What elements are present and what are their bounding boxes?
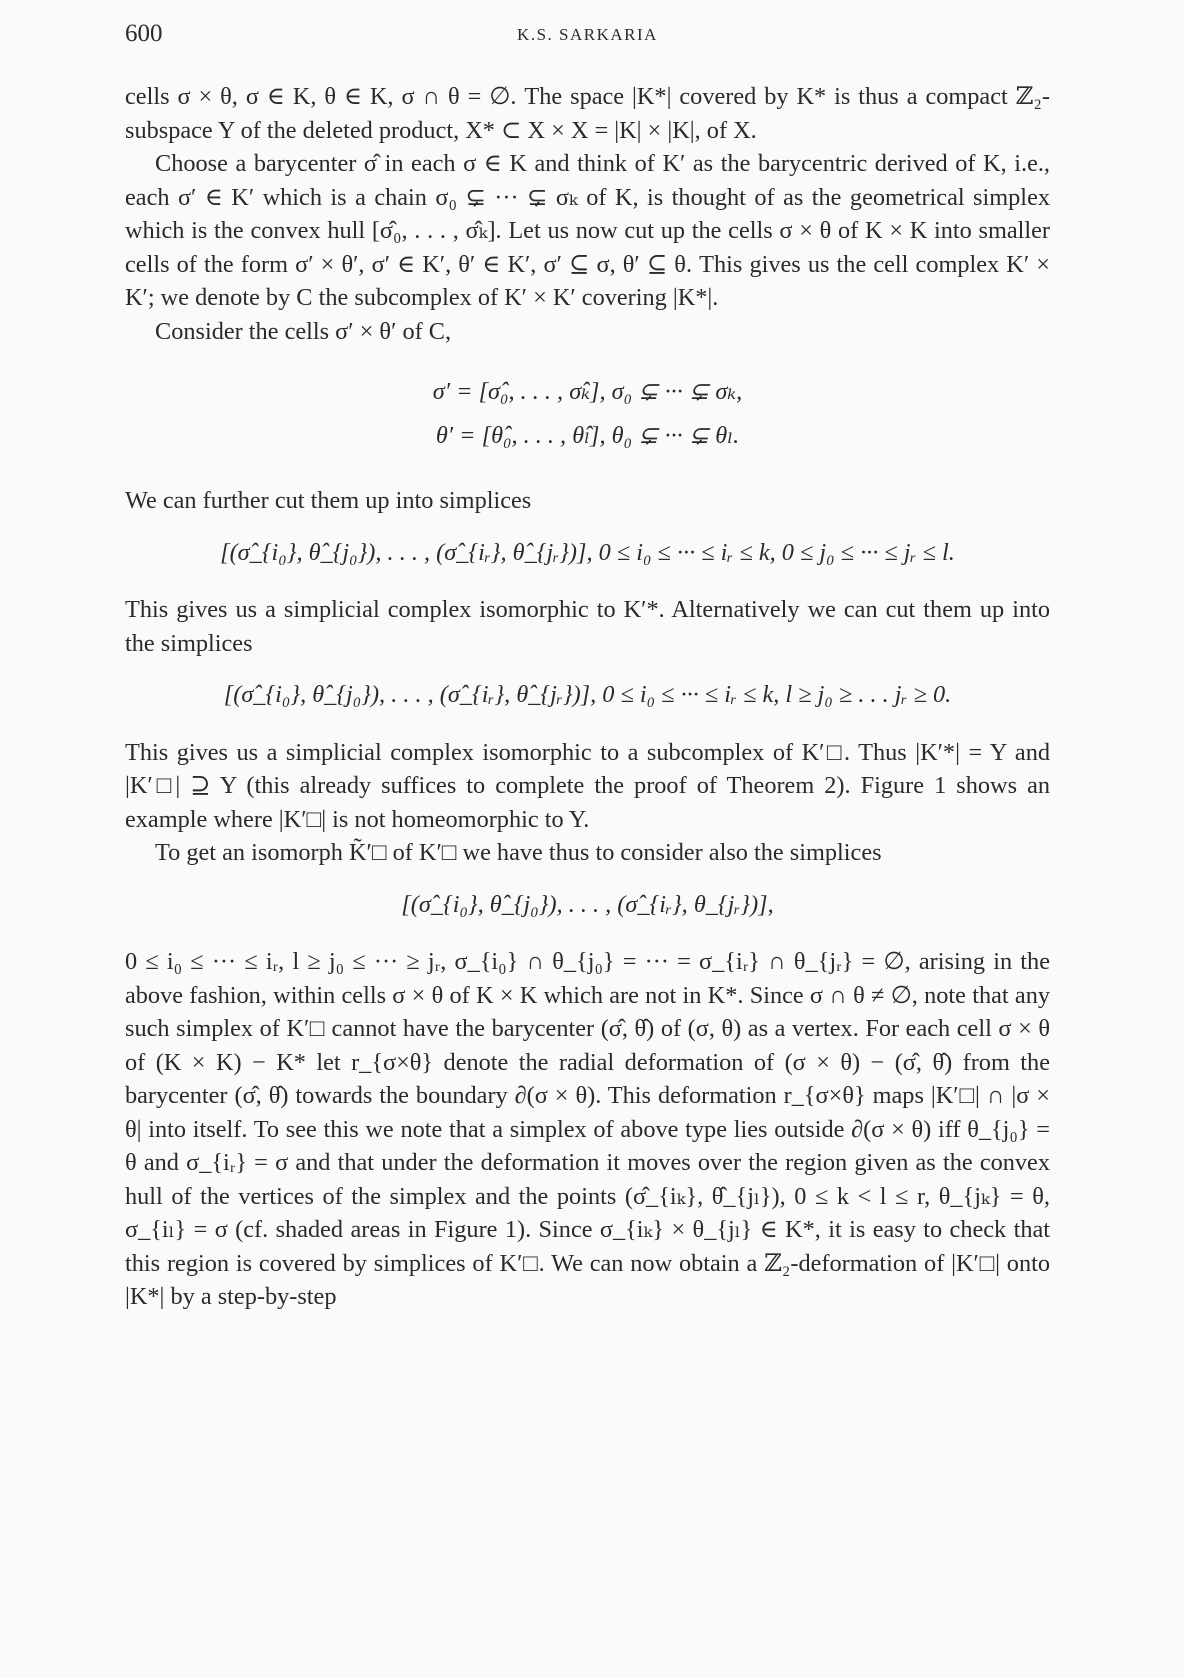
document-page [125, 0, 1050, 1678]
paragraph-3: Consider the cells σ′ × θ′ of C, [155, 317, 452, 345]
display-equation-4: [(σ̂_{i₀}, θ̂_{j₀}), . . . , (σ̂_{iᵣ}, θ_{jᵣ})], [401, 890, 774, 918]
paragraph-2: Choose a barycenter σ̂ in each σ ∈ K and think of K′ as the barycentric derived of K, i.e., each σ′ ∈ K′ which is a chain σ₀ ⊊ ··· ⊊ σₖ of K, is thought of as the geometrical simplex which is the convex hull [σ̂₀, . . . , σ̂ₖ]. Let us now cut up the cells σ × θ of K × K into smaller cells of the form σ′ × θ′, σ′ ∈ K′, θ′ ∈ K′, σ′ ⊆ σ, θ′ ⊆ θ. This gives us the cell complex K′ × K′; we denote by C the subcomplex of K′ × K′ covering |K*|. [125, 150, 1050, 311]
paragraph-7: To get an isomorph K̃′□ of K′□ we have thus to consider also the simplices [155, 839, 882, 866]
body-text [125, 80, 1050, 1314]
display-equation-1 [125, 370, 1050, 458]
paragraph-1: cells σ × θ, σ ∈ K, θ ∈ K, σ ∩ θ = ∅. The space |K*| covered by K* is thus a compact ℤ₂-subspace Y of the deleted product, X* ⊂ X × X = |K| × |K|, of X. [125, 83, 1050, 144]
equation-line-theta: θ′ = [θ̂₀, . . . , θ̂ₗ], θ₀ ⊊ ··· ⊊ θₗ. [435, 422, 740, 449]
paragraph-8: 0 ≤ i₀ ≤ ··· ≤ iᵣ, l ≥ j₀ ≤ ··· ≥ jᵣ, σ_{i₀} ∩ θ_{j₀} = ··· = σ_{iᵣ} ∩ θ_{jᵣ} = ∅, arising in the above fashion, within cells σ × θ of K × K which are not in K*. Since σ ∩ θ ≠ ∅, note that any such simplex of K′□ cannot have the barycenter (σ̂, θ̂) of (σ, θ) as a vertex. For each cell σ × θ of (K × K) − K* let r_{σ×θ} denote the radial deformation of (σ × θ) − (σ̂, θ̂) from the barycenter (σ̂, θ̂) towards the boundary ∂(σ × θ). This deformation r_{σ×θ} maps |K′□| ∩ |σ × θ| into itself. To see this we note that a simplex of above type lies outside ∂(σ × θ) iff θ_{j₀} = θ and σ_{iᵣ} = σ and that under the deformation it moves over the region given as the convex hull of the vertices of the simplex and the points (σ̂_{iₖ}, θ̂_{jₗ}), 0 ≤ k < l ≤ r, θ_{jₖ} = θ, σ_{iₗ} = σ (cf. shaded areas in Figure 1). Since σ_{iₖ} × θ_{jₗ} ∈ K*, it is easy to check that this region is covered by simplices of K′□. We can now obtain a ℤ₂-deformation of |K′□| onto |K*| by a step-by-step [125, 948, 1050, 1310]
page-number: 600 [125, 20, 163, 47]
display-equation-3: [(σ̂_{i₀}, θ̂_{j₀}), . . . , (σ̂_{iᵣ}, θ̂_{jᵣ})], 0 ≤ i₀ ≤ ··· ≤ iᵣ ≤ k, l ≥ j₀ ≥ . . . jᵣ ≥ 0. [223, 681, 952, 708]
running-head: K.S. SARKARIA [517, 25, 658, 44]
page-header [125, 20, 1050, 52]
paragraph-5: This gives us a simplicial complex isomorphic to K′*. Alternatively we can cut them up into the simplices [125, 596, 1050, 657]
equation-line-sigma: σ′ = [σ̂₀, . . . , σ̂ₖ], σ₀ ⊊ ··· ⊊ σₖ, [432, 378, 743, 405]
paragraph-4: We can further cut them up into simplices [125, 487, 532, 514]
display-equation-2: [(σ̂_{i₀}, θ̂_{j₀}), . . . , (σ̂_{iᵣ}, θ̂_{jᵣ})], 0 ≤ i₀ ≤ ··· ≤ iᵣ ≤ k, 0 ≤ j₀ ≤ ··· ≤ jᵣ ≤ l. [220, 538, 955, 566]
paragraph-6: This gives us a simplicial complex isomorphic to a subcomplex of K′□. Thus |K′*| = Y and |K′□| ⊇ Y (this already suffices to complete the proof of Theorem 2). Figure 1 shows an example where |K′□| is not homeomorphic to Y. [125, 738, 1050, 833]
